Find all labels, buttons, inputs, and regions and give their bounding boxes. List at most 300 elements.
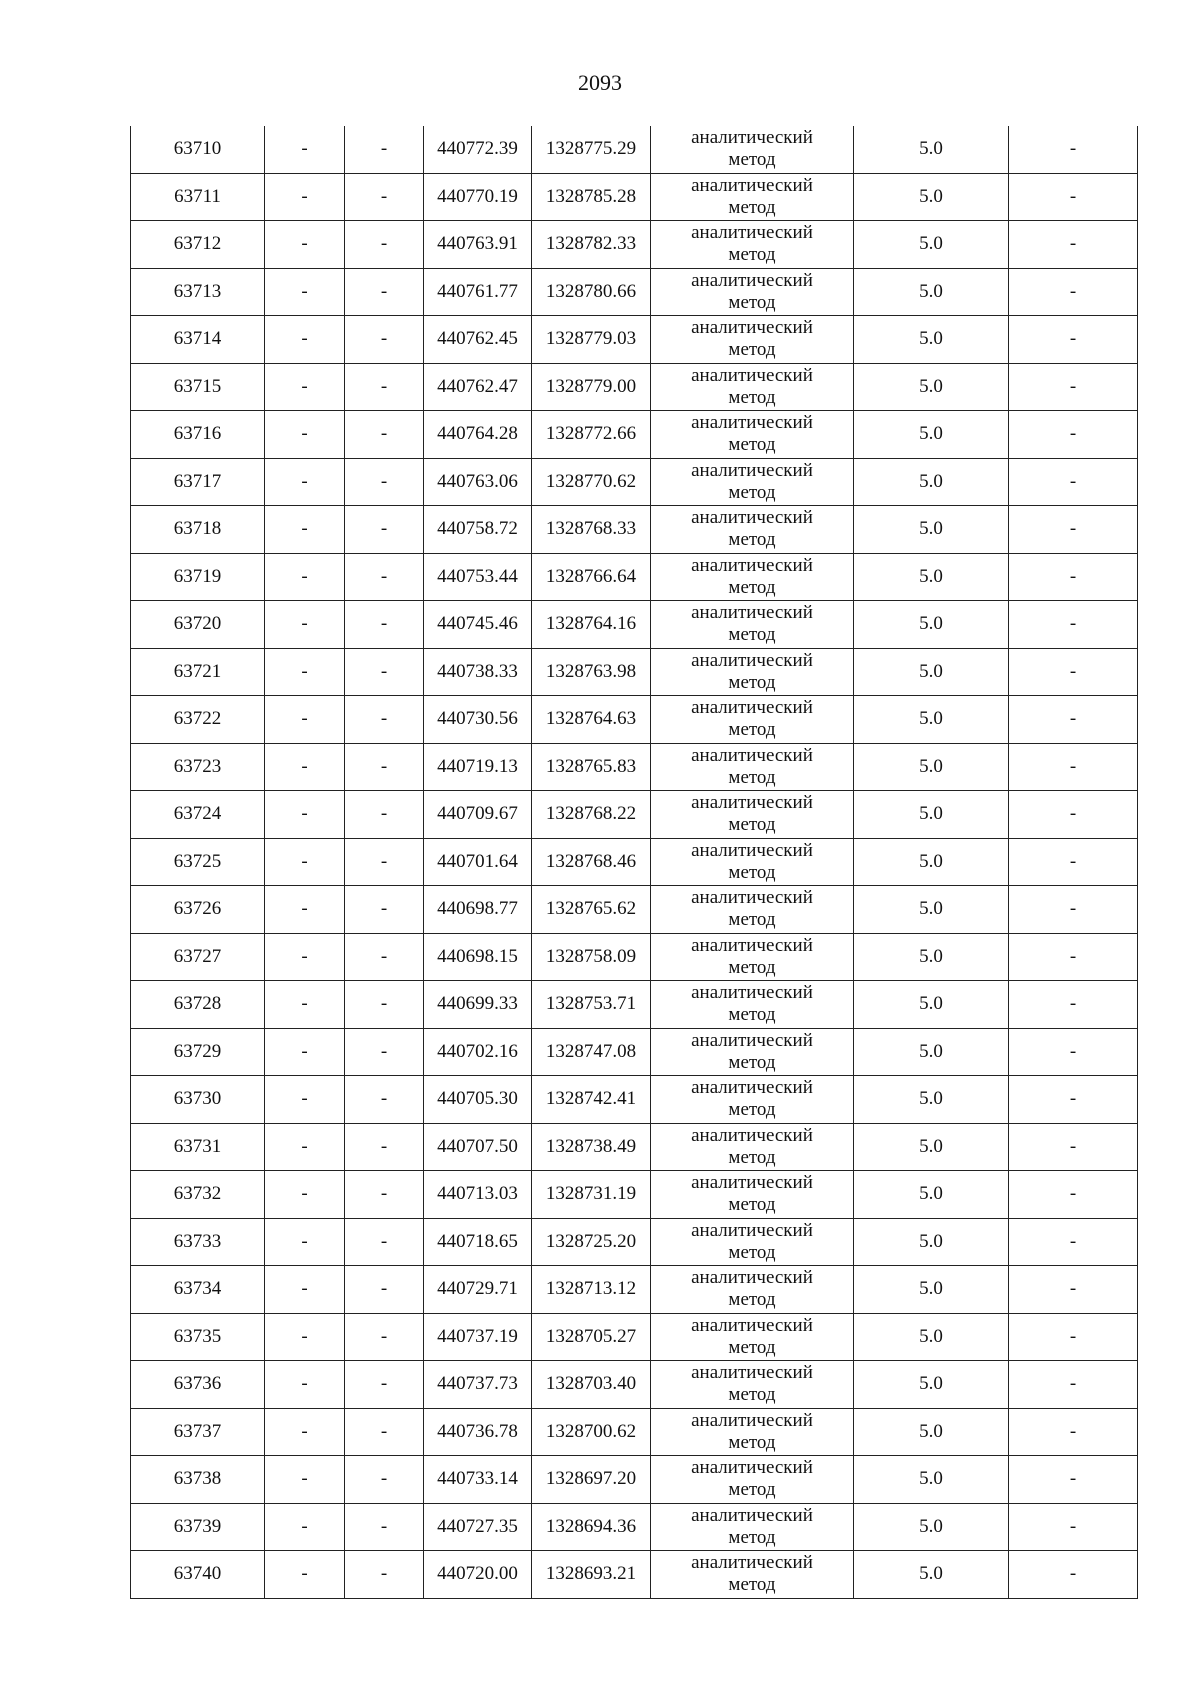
x-coordinate-cell: 440764.28: [424, 411, 532, 459]
empty-value-cell: -: [1009, 363, 1138, 411]
accuracy-cell: 5.0: [854, 1171, 1009, 1219]
method-text: аналитический: [691, 1219, 813, 1241]
y-coordinate-cell: 1328779.00: [532, 363, 651, 411]
point-id-cell: 63718: [131, 506, 265, 554]
method-text: метод: [728, 529, 776, 551]
empty-value-cell: -: [345, 648, 424, 696]
page-number: 2093: [578, 70, 622, 95]
y-coordinate-cell: 1328770.62: [532, 458, 651, 506]
accuracy-cell: 5.0: [854, 1028, 1009, 1076]
empty-value-cell: -: [1009, 126, 1138, 173]
point-id-cell: 63729: [131, 1028, 265, 1076]
empty-value-cell: -: [265, 791, 345, 839]
empty-value-cell: -: [1009, 1456, 1138, 1504]
method-cell: [651, 173, 854, 221]
point-id-cell: 63722: [131, 696, 265, 744]
empty-value-cell: -: [345, 886, 424, 934]
point-id-cell: 63727: [131, 933, 265, 981]
empty-value-cell: -: [265, 1076, 345, 1124]
method-text: аналитический: [691, 602, 813, 624]
method-text: аналитический: [691, 317, 813, 339]
empty-value-cell: -: [345, 1503, 424, 1551]
method-text: метод: [728, 1099, 776, 1121]
x-coordinate-cell: 440702.16: [424, 1028, 532, 1076]
method-cell: [651, 838, 854, 886]
empty-value-cell: -: [1009, 1408, 1138, 1456]
method-text: метод: [728, 244, 776, 266]
method-cell: [651, 1076, 854, 1124]
point-id-cell: 63712: [131, 221, 265, 269]
method-cell: [651, 363, 854, 411]
method-cell: [651, 553, 854, 601]
method-text: аналитический: [691, 364, 813, 386]
empty-value-cell: -: [345, 1266, 424, 1314]
method-text: метод: [728, 719, 776, 741]
table-row: [131, 411, 1138, 459]
empty-value-cell: -: [345, 1456, 424, 1504]
method-text: метод: [728, 1289, 776, 1311]
method-cell: [651, 1361, 854, 1409]
y-coordinate-cell: 1328785.28: [532, 173, 651, 221]
method-text: метод: [728, 339, 776, 361]
x-coordinate-cell: 440733.14: [424, 1456, 532, 1504]
x-coordinate-cell: 440718.65: [424, 1218, 532, 1266]
empty-value-cell: -: [1009, 506, 1138, 554]
method-text: аналитический: [691, 1314, 813, 1336]
empty-value-cell: -: [345, 221, 424, 269]
method-text: метод: [728, 1431, 776, 1453]
table-row: [131, 316, 1138, 364]
x-coordinate-cell: 440763.91: [424, 221, 532, 269]
empty-value-cell: -: [345, 553, 424, 601]
method-cell: [651, 1171, 854, 1219]
accuracy-cell: 5.0: [854, 268, 1009, 316]
y-coordinate-cell: 1328768.22: [532, 791, 651, 839]
empty-value-cell: -: [265, 1503, 345, 1551]
empty-value-cell: -: [1009, 886, 1138, 934]
method-cell: [651, 1266, 854, 1314]
table-row: [131, 1218, 1138, 1266]
method-text: аналитический: [691, 269, 813, 291]
empty-value-cell: -: [1009, 221, 1138, 269]
table-row: [131, 981, 1138, 1029]
empty-value-cell: -: [345, 1551, 424, 1599]
empty-value-cell: -: [265, 1456, 345, 1504]
method-text: метод: [728, 1479, 776, 1501]
method-text: аналитический: [691, 744, 813, 766]
method-text: метод: [728, 291, 776, 313]
accuracy-cell: 5.0: [854, 1361, 1009, 1409]
empty-value-cell: -: [345, 506, 424, 554]
y-coordinate-cell: 1328753.71: [532, 981, 651, 1029]
method-text: аналитический: [691, 1457, 813, 1479]
empty-value-cell: -: [265, 1123, 345, 1171]
accuracy-cell: 5.0: [854, 1313, 1009, 1361]
y-coordinate-cell: 1328765.62: [532, 886, 651, 934]
method-text: метод: [728, 1574, 776, 1596]
table-row: [131, 506, 1138, 554]
method-cell: [651, 601, 854, 649]
method-text: аналитический: [691, 934, 813, 956]
empty-value-cell: -: [345, 1028, 424, 1076]
y-coordinate-cell: 1328782.33: [532, 221, 651, 269]
empty-value-cell: -: [1009, 173, 1138, 221]
y-coordinate-cell: 1328703.40: [532, 1361, 651, 1409]
table-row: [131, 553, 1138, 601]
point-id-cell: 63719: [131, 553, 265, 601]
empty-value-cell: -: [1009, 1551, 1138, 1599]
method-cell: [651, 221, 854, 269]
accuracy-cell: 5.0: [854, 791, 1009, 839]
y-coordinate-cell: 1328766.64: [532, 553, 651, 601]
x-coordinate-cell: 440753.44: [424, 553, 532, 601]
empty-value-cell: -: [1009, 1218, 1138, 1266]
x-coordinate-cell: 440745.46: [424, 601, 532, 649]
point-id-cell: 63726: [131, 886, 265, 934]
accuracy-cell: 5.0: [854, 221, 1009, 269]
method-text: аналитический: [691, 1172, 813, 1194]
table-row: [131, 1028, 1138, 1076]
y-coordinate-cell: 1328768.33: [532, 506, 651, 554]
table-row: [131, 221, 1138, 269]
coordinates-table: [130, 126, 1138, 1599]
y-coordinate-cell: 1328775.29: [532, 126, 651, 173]
empty-value-cell: -: [1009, 1076, 1138, 1124]
empty-value-cell: -: [345, 1076, 424, 1124]
point-id-cell: 63734: [131, 1266, 265, 1314]
y-coordinate-cell: 1328738.49: [532, 1123, 651, 1171]
x-coordinate-cell: 440761.77: [424, 268, 532, 316]
table-row: [131, 743, 1138, 791]
accuracy-cell: 5.0: [854, 648, 1009, 696]
empty-value-cell: -: [265, 981, 345, 1029]
y-coordinate-cell: 1328705.27: [532, 1313, 651, 1361]
empty-value-cell: -: [265, 316, 345, 364]
empty-value-cell: -: [265, 743, 345, 791]
accuracy-cell: 5.0: [854, 981, 1009, 1029]
method-text: метод: [728, 576, 776, 598]
table-body: [131, 126, 1138, 1598]
x-coordinate-cell: 440701.64: [424, 838, 532, 886]
point-id-cell: 63738: [131, 1456, 265, 1504]
y-coordinate-cell: 1328693.21: [532, 1551, 651, 1599]
method-cell: [651, 1123, 854, 1171]
empty-value-cell: -: [1009, 553, 1138, 601]
empty-value-cell: -: [265, 268, 345, 316]
accuracy-cell: 5.0: [854, 506, 1009, 554]
point-id-cell: 63737: [131, 1408, 265, 1456]
empty-value-cell: -: [1009, 981, 1138, 1029]
point-id-cell: 63723: [131, 743, 265, 791]
point-id-cell: 63710: [131, 126, 265, 173]
table-row: [131, 791, 1138, 839]
accuracy-cell: 5.0: [854, 553, 1009, 601]
method-text: метод: [728, 1194, 776, 1216]
method-text: аналитический: [691, 1504, 813, 1526]
empty-value-cell: -: [265, 601, 345, 649]
empty-value-cell: -: [1009, 1313, 1138, 1361]
accuracy-cell: 5.0: [854, 1123, 1009, 1171]
method-cell: [651, 696, 854, 744]
empty-value-cell: -: [345, 126, 424, 173]
empty-value-cell: -: [1009, 1123, 1138, 1171]
method-text: метод: [728, 1241, 776, 1263]
method-cell: [651, 648, 854, 696]
method-cell: [651, 506, 854, 554]
empty-value-cell: -: [1009, 268, 1138, 316]
empty-value-cell: -: [265, 221, 345, 269]
x-coordinate-cell: 440699.33: [424, 981, 532, 1029]
method-text: метод: [728, 386, 776, 408]
empty-value-cell: -: [345, 1408, 424, 1456]
x-coordinate-cell: 440705.30: [424, 1076, 532, 1124]
point-id-cell: 63730: [131, 1076, 265, 1124]
empty-value-cell: -: [1009, 743, 1138, 791]
method-text: метод: [728, 909, 776, 931]
accuracy-cell: 5.0: [854, 933, 1009, 981]
empty-value-cell: -: [1009, 1503, 1138, 1551]
empty-value-cell: -: [345, 1171, 424, 1219]
point-id-cell: 63728: [131, 981, 265, 1029]
method-text: аналитический: [691, 412, 813, 434]
point-id-cell: 63733: [131, 1218, 265, 1266]
y-coordinate-cell: 1328764.63: [532, 696, 651, 744]
point-id-cell: 63715: [131, 363, 265, 411]
accuracy-cell: 5.0: [854, 601, 1009, 649]
point-id-cell: 63735: [131, 1313, 265, 1361]
table-row: [131, 1266, 1138, 1314]
empty-value-cell: -: [345, 173, 424, 221]
x-coordinate-cell: 440729.71: [424, 1266, 532, 1314]
empty-value-cell: -: [345, 601, 424, 649]
table-row: [131, 1503, 1138, 1551]
empty-value-cell: -: [1009, 1171, 1138, 1219]
method-text: метод: [728, 196, 776, 218]
method-cell: [651, 1456, 854, 1504]
x-coordinate-cell: 440727.35: [424, 1503, 532, 1551]
empty-value-cell: -: [265, 838, 345, 886]
accuracy-cell: 5.0: [854, 173, 1009, 221]
empty-value-cell: -: [265, 1551, 345, 1599]
empty-value-cell: -: [345, 838, 424, 886]
table-row: [131, 1456, 1138, 1504]
method-text: метод: [728, 671, 776, 693]
empty-value-cell: -: [265, 886, 345, 934]
accuracy-cell: 5.0: [854, 1456, 1009, 1504]
method-cell: [651, 1408, 854, 1456]
empty-value-cell: -: [265, 1266, 345, 1314]
table-row: [131, 458, 1138, 506]
empty-value-cell: -: [265, 411, 345, 459]
y-coordinate-cell: 1328768.46: [532, 838, 651, 886]
y-coordinate-cell: 1328758.09: [532, 933, 651, 981]
method-cell: [651, 886, 854, 934]
point-id-cell: 63711: [131, 173, 265, 221]
method-cell: [651, 1313, 854, 1361]
method-text: метод: [728, 1384, 776, 1406]
empty-value-cell: -: [345, 791, 424, 839]
empty-value-cell: -: [345, 1123, 424, 1171]
method-text: аналитический: [691, 887, 813, 909]
x-coordinate-cell: 440770.19: [424, 173, 532, 221]
empty-value-cell: -: [345, 363, 424, 411]
empty-value-cell: -: [265, 553, 345, 601]
method-cell: [651, 791, 854, 839]
empty-value-cell: -: [265, 1408, 345, 1456]
point-id-cell: 63714: [131, 316, 265, 364]
x-coordinate-cell: 440738.33: [424, 648, 532, 696]
method-cell: [651, 268, 854, 316]
method-text: метод: [728, 766, 776, 788]
x-coordinate-cell: 440762.45: [424, 316, 532, 364]
empty-value-cell: -: [265, 458, 345, 506]
point-id-cell: 63731: [131, 1123, 265, 1171]
empty-value-cell: -: [265, 1171, 345, 1219]
x-coordinate-cell: 440737.73: [424, 1361, 532, 1409]
empty-value-cell: -: [1009, 838, 1138, 886]
method-text: аналитический: [691, 649, 813, 671]
empty-value-cell: -: [345, 316, 424, 364]
empty-value-cell: -: [265, 933, 345, 981]
x-coordinate-cell: 440719.13: [424, 743, 532, 791]
point-id-cell: 63724: [131, 791, 265, 839]
table-row: [131, 838, 1138, 886]
method-text: метод: [728, 1526, 776, 1548]
x-coordinate-cell: 440737.19: [424, 1313, 532, 1361]
point-id-cell: 63717: [131, 458, 265, 506]
accuracy-cell: 5.0: [854, 1503, 1009, 1551]
method-text: метод: [728, 434, 776, 456]
x-coordinate-cell: 440730.56: [424, 696, 532, 744]
x-coordinate-cell: 440758.72: [424, 506, 532, 554]
method-text: аналитический: [691, 1029, 813, 1051]
point-id-cell: 63736: [131, 1361, 265, 1409]
empty-value-cell: -: [345, 1218, 424, 1266]
empty-value-cell: -: [265, 1313, 345, 1361]
y-coordinate-cell: 1328731.19: [532, 1171, 651, 1219]
empty-value-cell: -: [265, 696, 345, 744]
y-coordinate-cell: 1328779.03: [532, 316, 651, 364]
empty-value-cell: -: [1009, 696, 1138, 744]
method-text: метод: [728, 1146, 776, 1168]
y-coordinate-cell: 1328713.12: [532, 1266, 651, 1314]
y-coordinate-cell: 1328780.66: [532, 268, 651, 316]
method-text: аналитический: [691, 1362, 813, 1384]
empty-value-cell: -: [265, 1028, 345, 1076]
method-text: метод: [728, 1004, 776, 1026]
empty-value-cell: -: [265, 126, 345, 173]
point-id-cell: 63732: [131, 1171, 265, 1219]
method-text: аналитический: [691, 839, 813, 861]
method-cell: [651, 743, 854, 791]
empty-value-cell: -: [345, 1361, 424, 1409]
point-id-cell: 63739: [131, 1503, 265, 1551]
table-row: [131, 173, 1138, 221]
method-cell: [651, 1028, 854, 1076]
x-coordinate-cell: 440709.67: [424, 791, 532, 839]
method-cell: [651, 933, 854, 981]
empty-value-cell: -: [1009, 316, 1138, 364]
point-id-cell: 63740: [131, 1551, 265, 1599]
empty-value-cell: -: [1009, 601, 1138, 649]
method-cell: [651, 1551, 854, 1599]
accuracy-cell: 5.0: [854, 838, 1009, 886]
method-text: аналитический: [691, 1552, 813, 1574]
empty-value-cell: -: [1009, 1361, 1138, 1409]
empty-value-cell: -: [1009, 933, 1138, 981]
table-row: [131, 1361, 1138, 1409]
empty-value-cell: -: [345, 933, 424, 981]
method-cell: [651, 126, 854, 173]
method-text: аналитический: [691, 1409, 813, 1431]
y-coordinate-cell: 1328765.83: [532, 743, 651, 791]
table-row: [131, 696, 1138, 744]
empty-value-cell: -: [1009, 791, 1138, 839]
empty-value-cell: -: [345, 1313, 424, 1361]
empty-value-cell: -: [1009, 1266, 1138, 1314]
method-text: аналитический: [691, 697, 813, 719]
method-text: метод: [728, 861, 776, 883]
empty-value-cell: -: [1009, 648, 1138, 696]
empty-value-cell: -: [1009, 458, 1138, 506]
x-coordinate-cell: 440698.77: [424, 886, 532, 934]
accuracy-cell: 5.0: [854, 743, 1009, 791]
point-id-cell: 63725: [131, 838, 265, 886]
point-id-cell: 63720: [131, 601, 265, 649]
method-text: аналитический: [691, 554, 813, 576]
table-row: [131, 601, 1138, 649]
accuracy-cell: 5.0: [854, 316, 1009, 364]
method-cell: [651, 981, 854, 1029]
table-row: [131, 1076, 1138, 1124]
method-text: аналитический: [691, 174, 813, 196]
empty-value-cell: -: [345, 696, 424, 744]
method-text: аналитический: [691, 459, 813, 481]
accuracy-cell: 5.0: [854, 1218, 1009, 1266]
method-text: метод: [728, 1051, 776, 1073]
y-coordinate-cell: 1328697.20: [532, 1456, 651, 1504]
point-id-cell: 63721: [131, 648, 265, 696]
table-row: [131, 363, 1138, 411]
y-coordinate-cell: 1328742.41: [532, 1076, 651, 1124]
table-row: [131, 268, 1138, 316]
x-coordinate-cell: 440762.47: [424, 363, 532, 411]
empty-value-cell: -: [1009, 1028, 1138, 1076]
accuracy-cell: 5.0: [854, 458, 1009, 506]
accuracy-cell: 5.0: [854, 1266, 1009, 1314]
accuracy-cell: 5.0: [854, 886, 1009, 934]
y-coordinate-cell: 1328764.16: [532, 601, 651, 649]
accuracy-cell: 5.0: [854, 1551, 1009, 1599]
accuracy-cell: 5.0: [854, 411, 1009, 459]
method-text: метод: [728, 149, 776, 171]
empty-value-cell: -: [345, 981, 424, 1029]
method-cell: [651, 411, 854, 459]
method-text: аналитический: [691, 982, 813, 1004]
y-coordinate-cell: 1328694.36: [532, 1503, 651, 1551]
method-text: аналитический: [691, 1077, 813, 1099]
method-text: метод: [728, 1336, 776, 1358]
method-text: метод: [728, 814, 776, 836]
y-coordinate-cell: 1328747.08: [532, 1028, 651, 1076]
method-text: аналитический: [691, 507, 813, 529]
accuracy-cell: 5.0: [854, 363, 1009, 411]
accuracy-cell: 5.0: [854, 1076, 1009, 1124]
empty-value-cell: -: [265, 1218, 345, 1266]
empty-value-cell: -: [345, 268, 424, 316]
accuracy-cell: 5.0: [854, 126, 1009, 173]
y-coordinate-cell: 1328763.98: [532, 648, 651, 696]
